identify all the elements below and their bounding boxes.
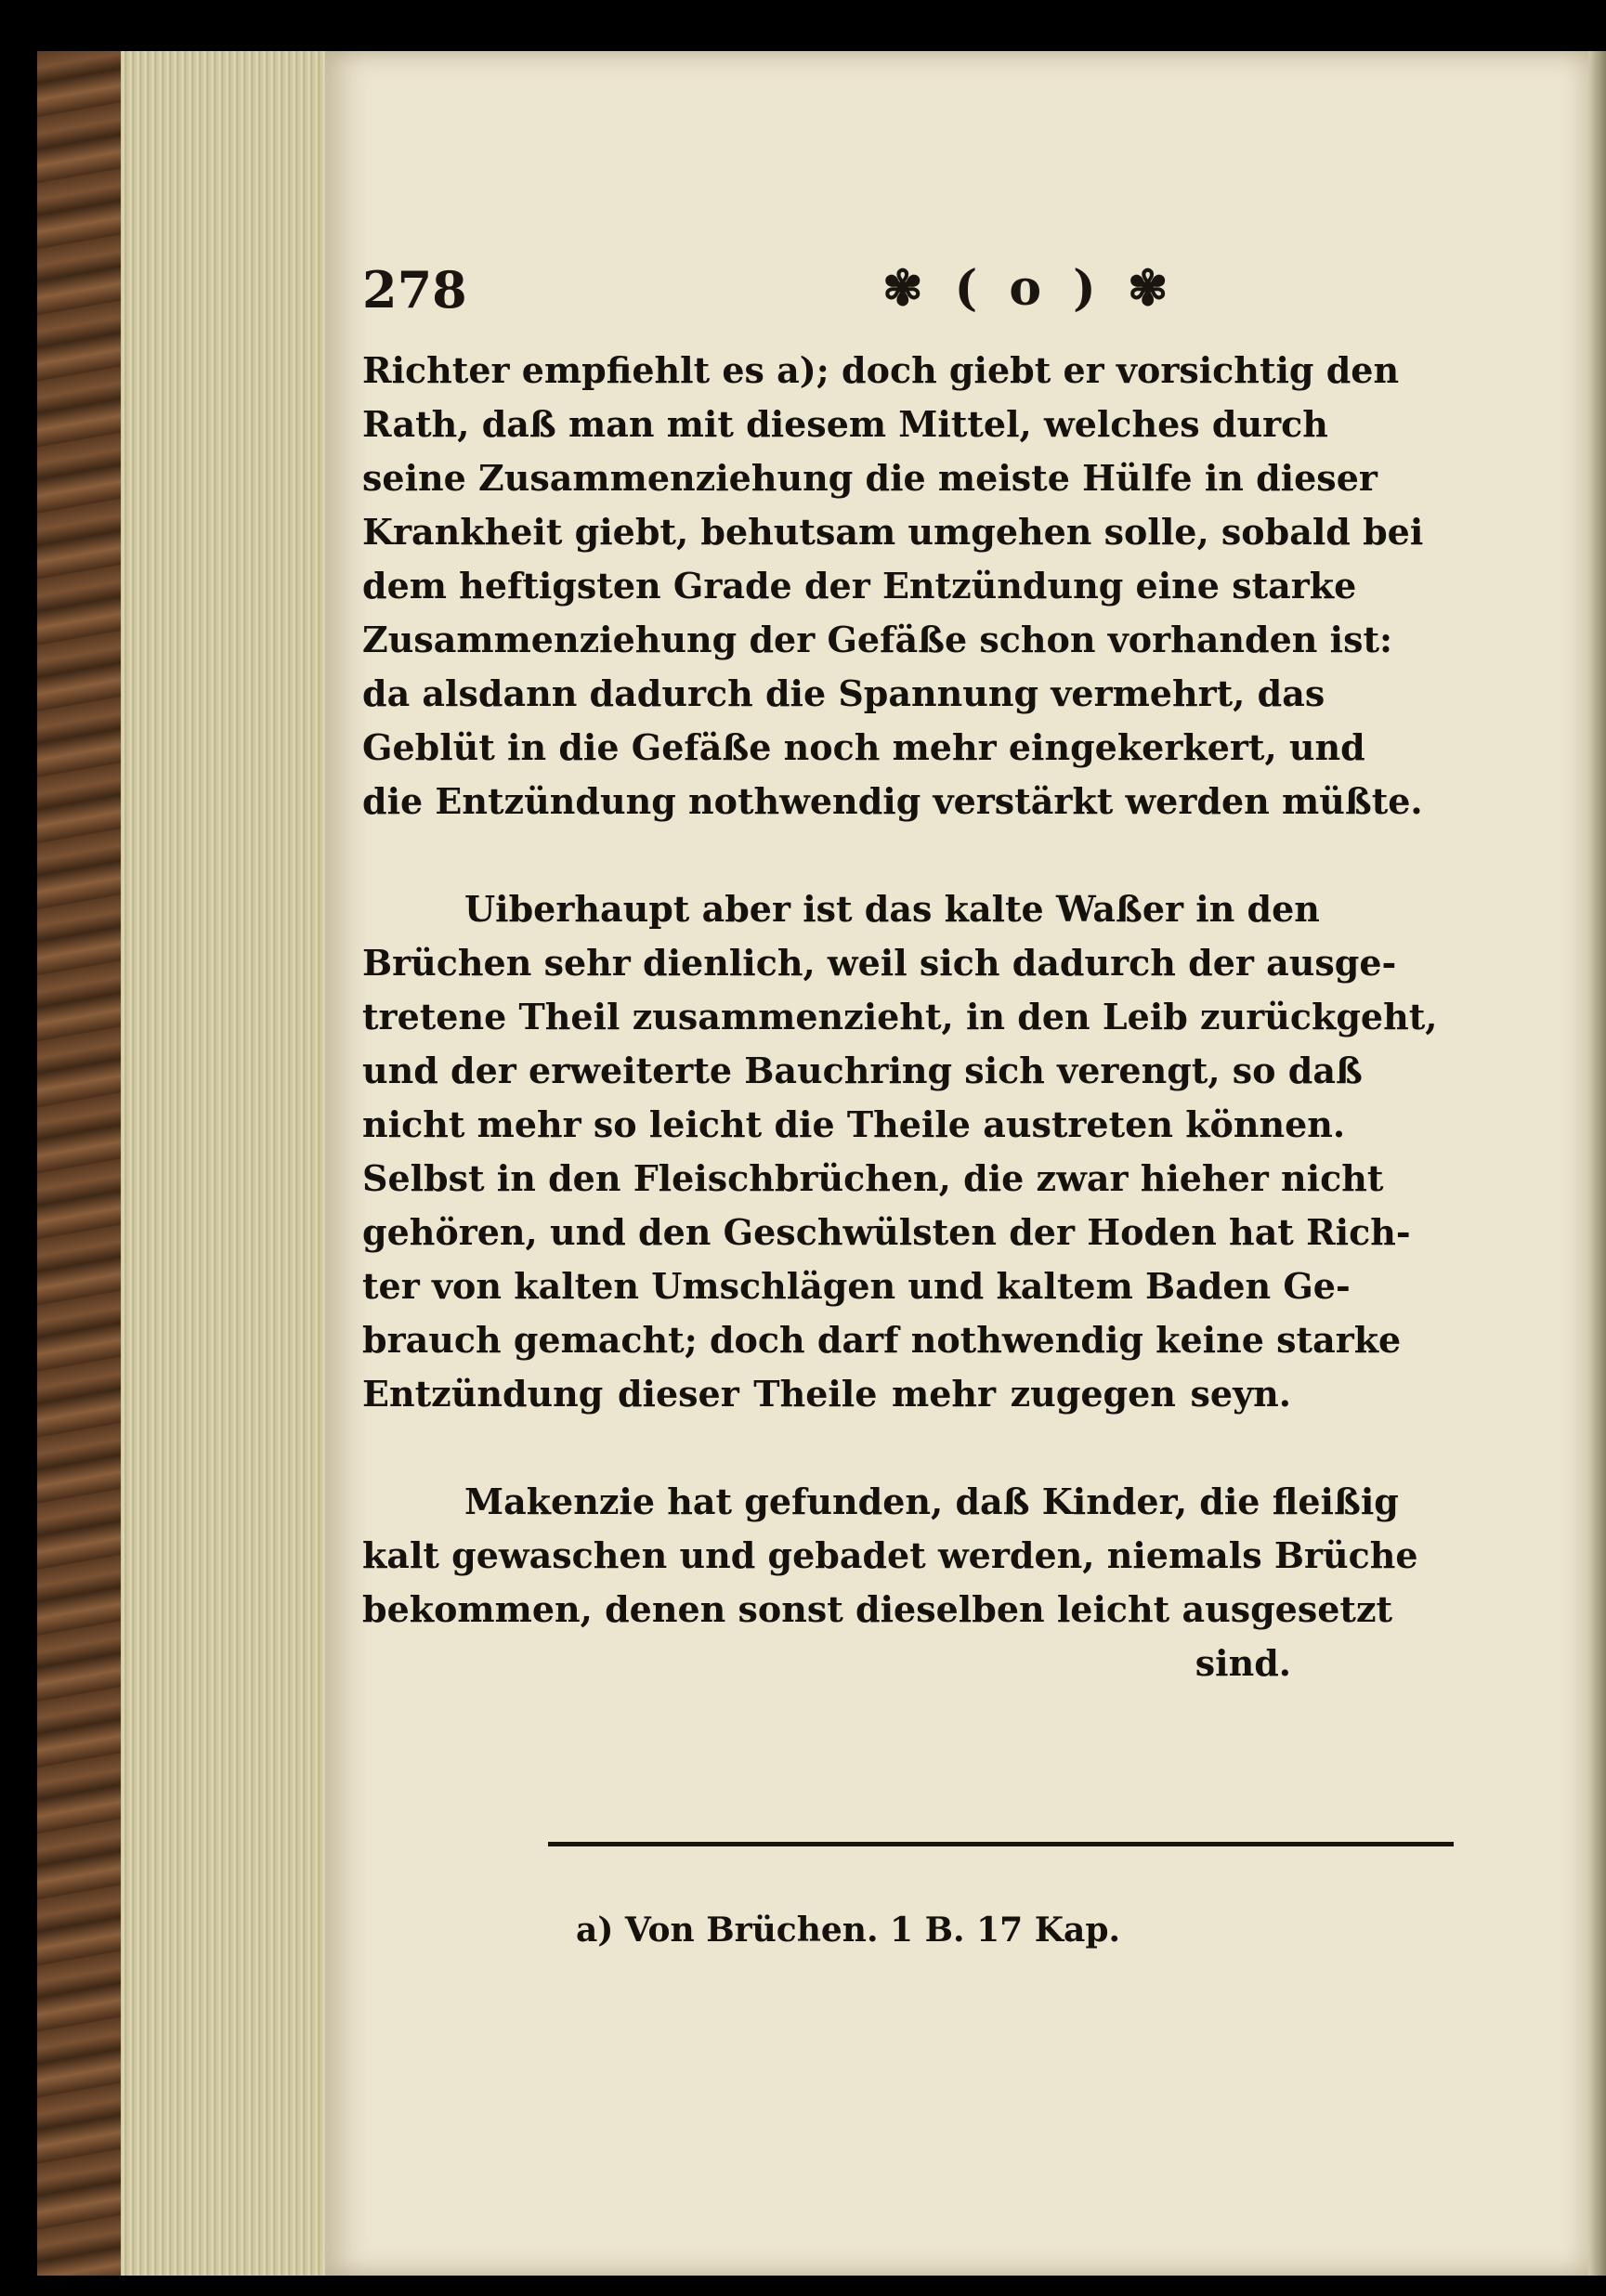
page-header [362,260,1486,325]
text-line: dem heftigsten Grade der Entzündung eine starke [362,565,1357,607]
paragraph-3 [362,1475,1418,1690]
text-line: seine Zusammenziehung die meiste Hülfe in dieser [362,457,1378,499]
footnote: a) Von Brüchen. 1 B. 17 Kap. [576,1911,1121,1950]
text-line: bekommen, denen sonst dieselben leicht ausgesetzt [362,1588,1393,1630]
paragraph-2 [362,882,1438,1421]
text-line: gehören, und den Geschwülsten der Hoden hat Rich- [362,1211,1411,1253]
text-line: Rath, daß man mit diesem Mittel, welches durch [362,403,1328,445]
text-line: da alsdann dadurch die Spannung vermehrt, das [362,672,1325,714]
text-line: Uiberhaupt aber ist das kalte Waßer in den [464,888,1320,930]
text-line: sind. [1195,1642,1291,1684]
text-line: und der erweiterte Bauchring sich verengt, so daß [362,1050,1363,1091]
book-cover [37,51,124,2276]
text-line: Krankheit giebt, behutsam umgehen solle, sobald bei [362,511,1424,553]
right-page-edge [1588,51,1606,2276]
text-line: Geblüt in die Gefäße noch mehr eingekerkert, und [362,726,1365,768]
header-ornament: ✾ ( o ) ✾ [882,260,1176,317]
text-line: Richter empfiehlt es a); doch giebt er vorsichtig den [362,349,1400,391]
text-line: Zusammenziehung der Gefäße schon vorhanden ist: [362,619,1393,660]
text-line: ter von kalten Umschlägen und kaltem Baden Ge- [362,1265,1351,1307]
page-edges [121,51,327,2276]
footnote-rule [548,1842,1454,1846]
body-text [362,344,1438,1744]
text-line: kalt gewaschen und gebadet werden, niemals Brüche [362,1534,1418,1576]
text-line: tretene Theil zusammenzieht, in den Leib zurückgeht, [362,996,1438,1037]
text-line: Makenzie hat gefunden, daß Kinder, die fleißig [464,1481,1399,1522]
text-line: die Entzündung nothwendig verstärkt werden müßte. [362,780,1423,822]
text-line: Selbst in den Fleischbrüchen, die zwar hieher nicht [362,1157,1384,1199]
book-page [325,51,1588,2276]
text-line: nicht mehr so leicht die Theile austreten können. [362,1103,1346,1145]
paragraph-1 [362,344,1424,828]
text-line: Entzündung dieser Theile mehr zugegen seyn. [362,1373,1291,1415]
page-number: 278 [362,260,467,320]
book [37,51,1606,2276]
text-line: brauch gemacht; doch darf nothwendig keine starke [362,1319,1402,1361]
text-line: Brüchen sehr dienlich, weil sich dadurch der ausge- [362,942,1397,984]
